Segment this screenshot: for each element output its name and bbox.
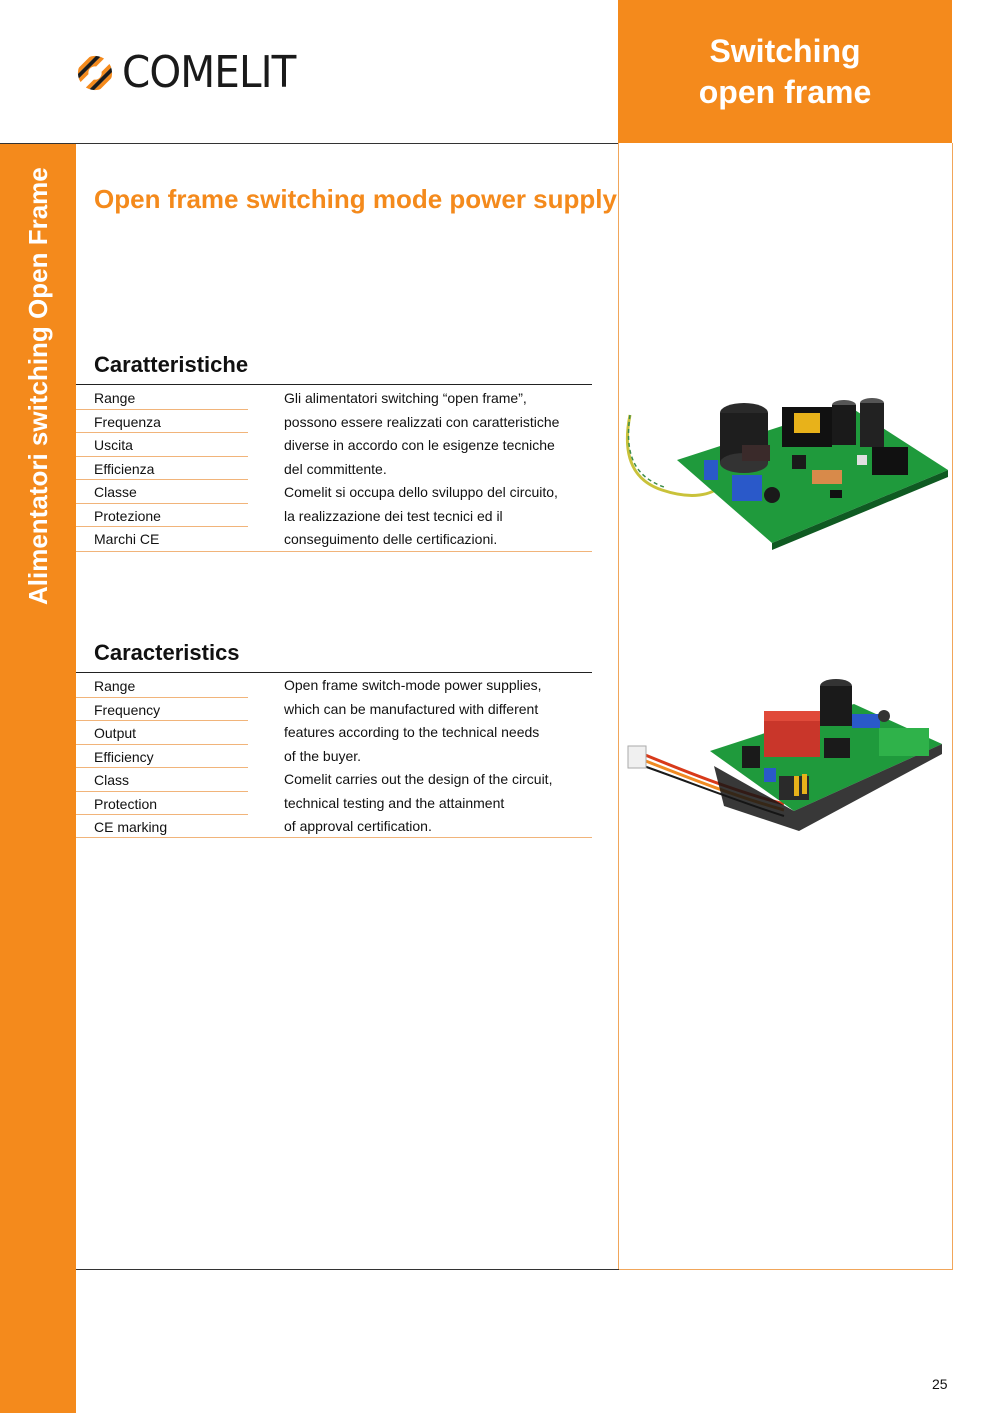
description-line: Gli alimentatori switching “open frame”, bbox=[284, 390, 527, 406]
spec-item: Protezione bbox=[76, 504, 248, 528]
section-end-rule-it bbox=[76, 551, 592, 552]
description-line: of approval certification. bbox=[284, 818, 432, 834]
description-line: Open frame switch-mode power supplies, bbox=[284, 677, 542, 693]
description-line: technical testing and the attainment bbox=[284, 794, 505, 811]
description-it bbox=[284, 386, 584, 551]
spec-item: Marchi CE bbox=[94, 531, 160, 547]
spec-item: Range bbox=[76, 674, 248, 698]
page-title: Open frame switching mode power supply bbox=[94, 184, 617, 214]
spec-item: Uscita bbox=[76, 433, 248, 457]
description-line: Comelit carries out the design of the circuit, bbox=[284, 771, 553, 787]
description-line: features according to the technical needs bbox=[284, 724, 540, 740]
spec-item: Efficiency bbox=[76, 745, 248, 769]
description-line: of the buyer. bbox=[284, 747, 362, 764]
spec-item: Class bbox=[76, 768, 248, 792]
sidebar-title: Alimentatori switching Open Frame bbox=[23, 167, 53, 605]
description-line: which can be manufactured with different bbox=[284, 700, 539, 717]
spec-item: Protection bbox=[76, 792, 248, 816]
description-en bbox=[284, 673, 584, 838]
bottom-divider bbox=[76, 1269, 619, 1270]
description-line: possono essere realizzati con caratteristiche bbox=[284, 413, 560, 430]
spec-item: Frequenza bbox=[76, 410, 248, 434]
spec-item: Frequency bbox=[76, 698, 248, 722]
section-heading-en: Caracteristics bbox=[94, 640, 240, 665]
comelit-logo-mark-icon bbox=[76, 54, 114, 92]
category-title-line2: open frame bbox=[698, 73, 872, 110]
spec-item: Range bbox=[76, 386, 248, 410]
description-line: diverse in accordo con le esigenze tecniche bbox=[284, 437, 555, 453]
spec-list-en bbox=[76, 674, 248, 839]
brand-logo bbox=[76, 47, 311, 98]
page-number: 25 bbox=[932, 1376, 948, 1392]
section-heading-it: Caratteristiche bbox=[94, 352, 249, 377]
section-rule-it bbox=[76, 384, 592, 385]
spec-item: Output bbox=[76, 721, 248, 745]
pcb-board-photo-2-icon bbox=[624, 676, 946, 838]
spec-item: CE marking bbox=[94, 819, 168, 835]
description-line: del committente. bbox=[284, 460, 387, 477]
description-line: la realizzazione dei test tecnici ed il bbox=[284, 507, 503, 524]
pcb-board-photo-1-icon bbox=[622, 385, 950, 550]
spec-item: Classe bbox=[76, 480, 248, 504]
description-line: conseguimento delle certificazioni. bbox=[284, 531, 498, 547]
brand-name: COMELIT bbox=[122, 47, 296, 98]
category-header bbox=[618, 0, 952, 143]
spec-item: Efficienza bbox=[76, 457, 248, 481]
top-divider bbox=[0, 143, 618, 144]
category-title-line1: Switching bbox=[709, 32, 861, 69]
description-line: Comelit si occupa dello sviluppo del circuito, bbox=[284, 484, 558, 500]
spec-list-it bbox=[76, 386, 248, 551]
section-end-rule-en bbox=[76, 837, 592, 838]
